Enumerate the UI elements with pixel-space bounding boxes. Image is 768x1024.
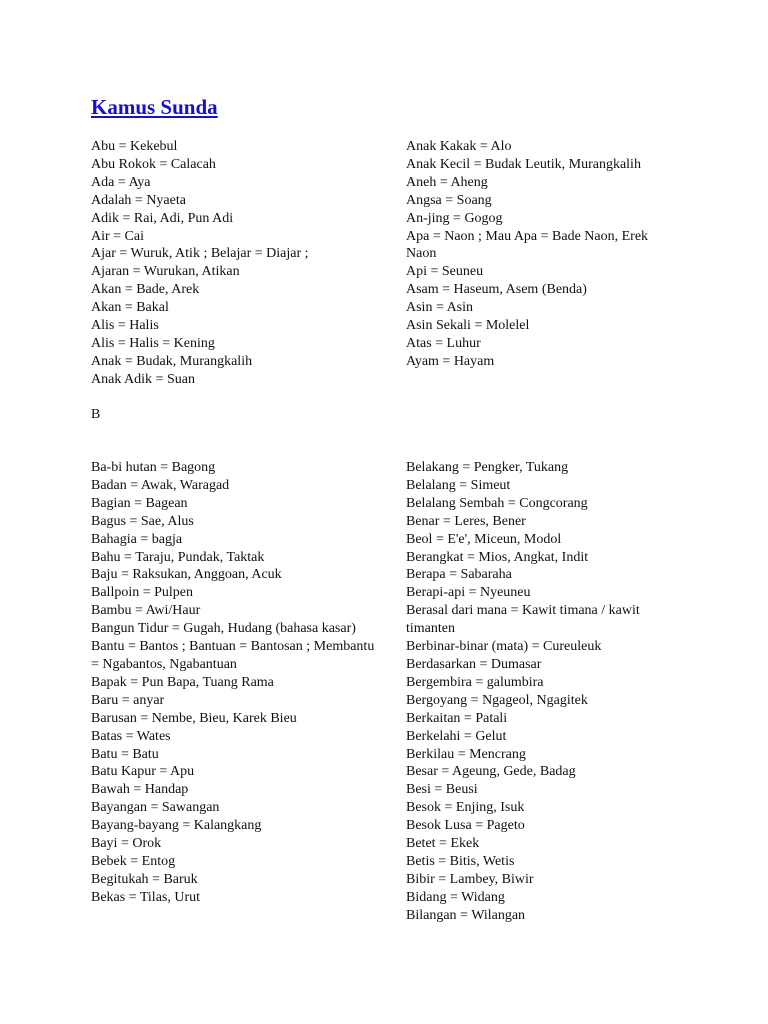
dictionary-entry: Bagus = Sae, Alus	[91, 513, 194, 529]
dictionary-entry: Bidang = Widang	[406, 889, 505, 905]
dictionary-entry: Bagian = Bagean	[91, 495, 188, 511]
dictionary-entry: Bahagia = bagja	[91, 531, 183, 547]
dictionary-entry: Bergoyang = Ngageol, Ngagitek	[406, 692, 588, 708]
section-b-left-column	[91, 459, 381, 907]
dictionary-entry: Berapi-api = Nyeuneu	[406, 585, 531, 601]
dictionary-entry: Betis = Bitis, Wetis	[406, 853, 515, 869]
dictionary-entry: Baru = anyar	[91, 692, 165, 708]
dictionary-entry: Ayam = Hayam	[406, 353, 495, 369]
dictionary-entry: Bergembira = galumbira	[406, 674, 544, 690]
dictionary-entry: Betet = Ekek	[406, 836, 480, 852]
dictionary-entry: Ajaran = Wurukan, Atikan	[91, 264, 240, 280]
dictionary-entry: Anak Adik = Suan	[91, 371, 195, 387]
dictionary-entry: Batu Kapur = Apu	[91, 764, 195, 780]
dictionary-entry: Bayang-bayang = Kalangkang	[91, 818, 262, 834]
dictionary-entry: Berkaitan = Patali	[406, 710, 508, 726]
dictionary-entry: Batas = Wates	[91, 728, 171, 744]
dictionary-entry: Api = Seuneu	[406, 264, 484, 280]
dictionary-entry: Besi = Beusi	[406, 782, 478, 798]
dictionary-entry: Ajar = Wuruk, Atik ; Belajar = Diajar ;	[91, 246, 309, 262]
dictionary-entry: Benar = Leres, Bener	[406, 513, 526, 529]
dictionary-entry: Belakang = Pengker, Tukang	[406, 460, 569, 475]
dictionary-entry: Bebek = Entog	[91, 853, 176, 869]
dictionary-entry: Akan = Bakal	[91, 300, 169, 316]
dictionary-entry: Air = Cai	[91, 228, 144, 244]
dictionary-entry: An-jing = Gogog	[406, 210, 503, 226]
section-a-left-column	[91, 138, 381, 389]
dictionary-entry: Badan = Awak, Waragad	[91, 477, 230, 493]
dictionary-entry: Batu = Batu	[91, 746, 159, 762]
section-a-right-column	[406, 138, 676, 371]
dictionary-entry: Belalang Sembah = Congcorang	[406, 495, 588, 511]
dictionary-entry: Ba-bi hutan = Bagong	[91, 460, 216, 475]
dictionary-entry: Bapak = Pun Bapa, Tuang Rama	[91, 674, 274, 690]
dictionary-entry: Apa = Naon ; Mau Apa = Bade Naon, Erek Naon	[406, 228, 649, 262]
dictionary-entry: Bawah = Handap	[91, 782, 189, 798]
dictionary-entry: Asam = Haseum, Asem (Benda)	[406, 282, 587, 298]
dictionary-entry: Berasal dari mana = Kawit timana / kawit timanten	[406, 603, 640, 637]
page-title-link[interactable]: Kamus Sunda	[91, 95, 218, 119]
dictionary-entry: Akan = Bade, Arek	[91, 282, 200, 298]
dictionary-entry: Berkilau = Mencrang	[406, 746, 526, 762]
dictionary-entry: Bayi = Orok	[91, 836, 162, 852]
dictionary-entry: Belalang = Simeut	[406, 477, 511, 493]
dictionary-entry: Abu = Kekebul	[91, 139, 178, 154]
dictionary-entry: Bambu = Awi/Haur	[91, 603, 201, 619]
dictionary-entry: Begitukah = Baruk	[91, 871, 198, 887]
dictionary-entry: Asin Sekali = Molelel	[406, 318, 530, 334]
dictionary-entry: Ballpoin = Pulpen	[91, 585, 194, 601]
dictionary-entry: Anak Kakak = Alo	[406, 139, 512, 154]
dictionary-entry: Angsa = Soang	[406, 192, 492, 208]
dictionary-entry: Anak = Budak, Murangkalih	[91, 353, 253, 369]
dictionary-entry: Bangun Tidur = Gugah, Hudang (bahasa kasar)	[91, 621, 356, 637]
dictionary-entry: Ada = Aya	[91, 174, 151, 190]
dictionary-entry: Adik = Rai, Adi, Pun Adi	[91, 210, 234, 226]
dictionary-entry: Besok = Enjing, Isuk	[406, 800, 525, 816]
dictionary-entry: Adalah = Nyaeta	[91, 192, 186, 208]
dictionary-entry: Asin = Asin	[406, 300, 474, 316]
dictionary-entry: Anak Kecil = Budak Leutik, Murangkalih	[406, 156, 641, 172]
dictionary-entry: Besar = Ageung, Gede, Badag	[406, 764, 576, 780]
dictionary-entry: Alis = Halis = Kening	[91, 335, 215, 351]
dictionary-entry: Aneh = Aheng	[406, 174, 488, 190]
dictionary-entry: Baju = Raksukan, Anggoan, Acuk	[91, 567, 282, 583]
dictionary-entry: Berangkat = Mios, Angkat, Indit	[406, 549, 589, 565]
dictionary-entry: Bayangan = Sawangan	[91, 800, 220, 816]
dictionary-entry: Bibir = Lambey, Biwir	[406, 871, 534, 887]
dictionary-entry: Berdasarkan = Dumasar	[406, 656, 542, 672]
dictionary-entry: Berbinar-binar (mata) = Cureuleuk	[406, 639, 602, 655]
section-b-right-column	[406, 459, 676, 925]
dictionary-entry: Besok Lusa = Pageto	[406, 818, 525, 834]
dictionary-entry: Alis = Halis	[91, 318, 159, 334]
dictionary-entry: Bahu = Taraju, Pundak, Taktak	[91, 549, 265, 565]
dictionary-entry: Bilangan = Wilangan	[406, 907, 526, 923]
dictionary-entry: Bekas = Tilas, Urut	[91, 889, 201, 905]
dictionary-entry: Berapa = Sabaraha	[406, 567, 512, 583]
dictionary-entry: Atas = Luhur	[406, 335, 481, 351]
dictionary-entry: Berkelahi = Gelut	[406, 728, 507, 744]
dictionary-entry: Beol = E'e', Miceun, Modol	[406, 531, 562, 547]
dictionary-entry: Barusan = Nembe, Bieu, Karek Bieu	[91, 710, 297, 726]
dictionary-entry: Abu Rokok = Calacah	[91, 156, 216, 172]
dictionary-entry: Bantu = Bantos ; Bantuan = Bantosan ; Membantu = Ngabantos, Ngabantuan	[91, 639, 375, 672]
section-letter-b: B	[91, 407, 101, 422]
